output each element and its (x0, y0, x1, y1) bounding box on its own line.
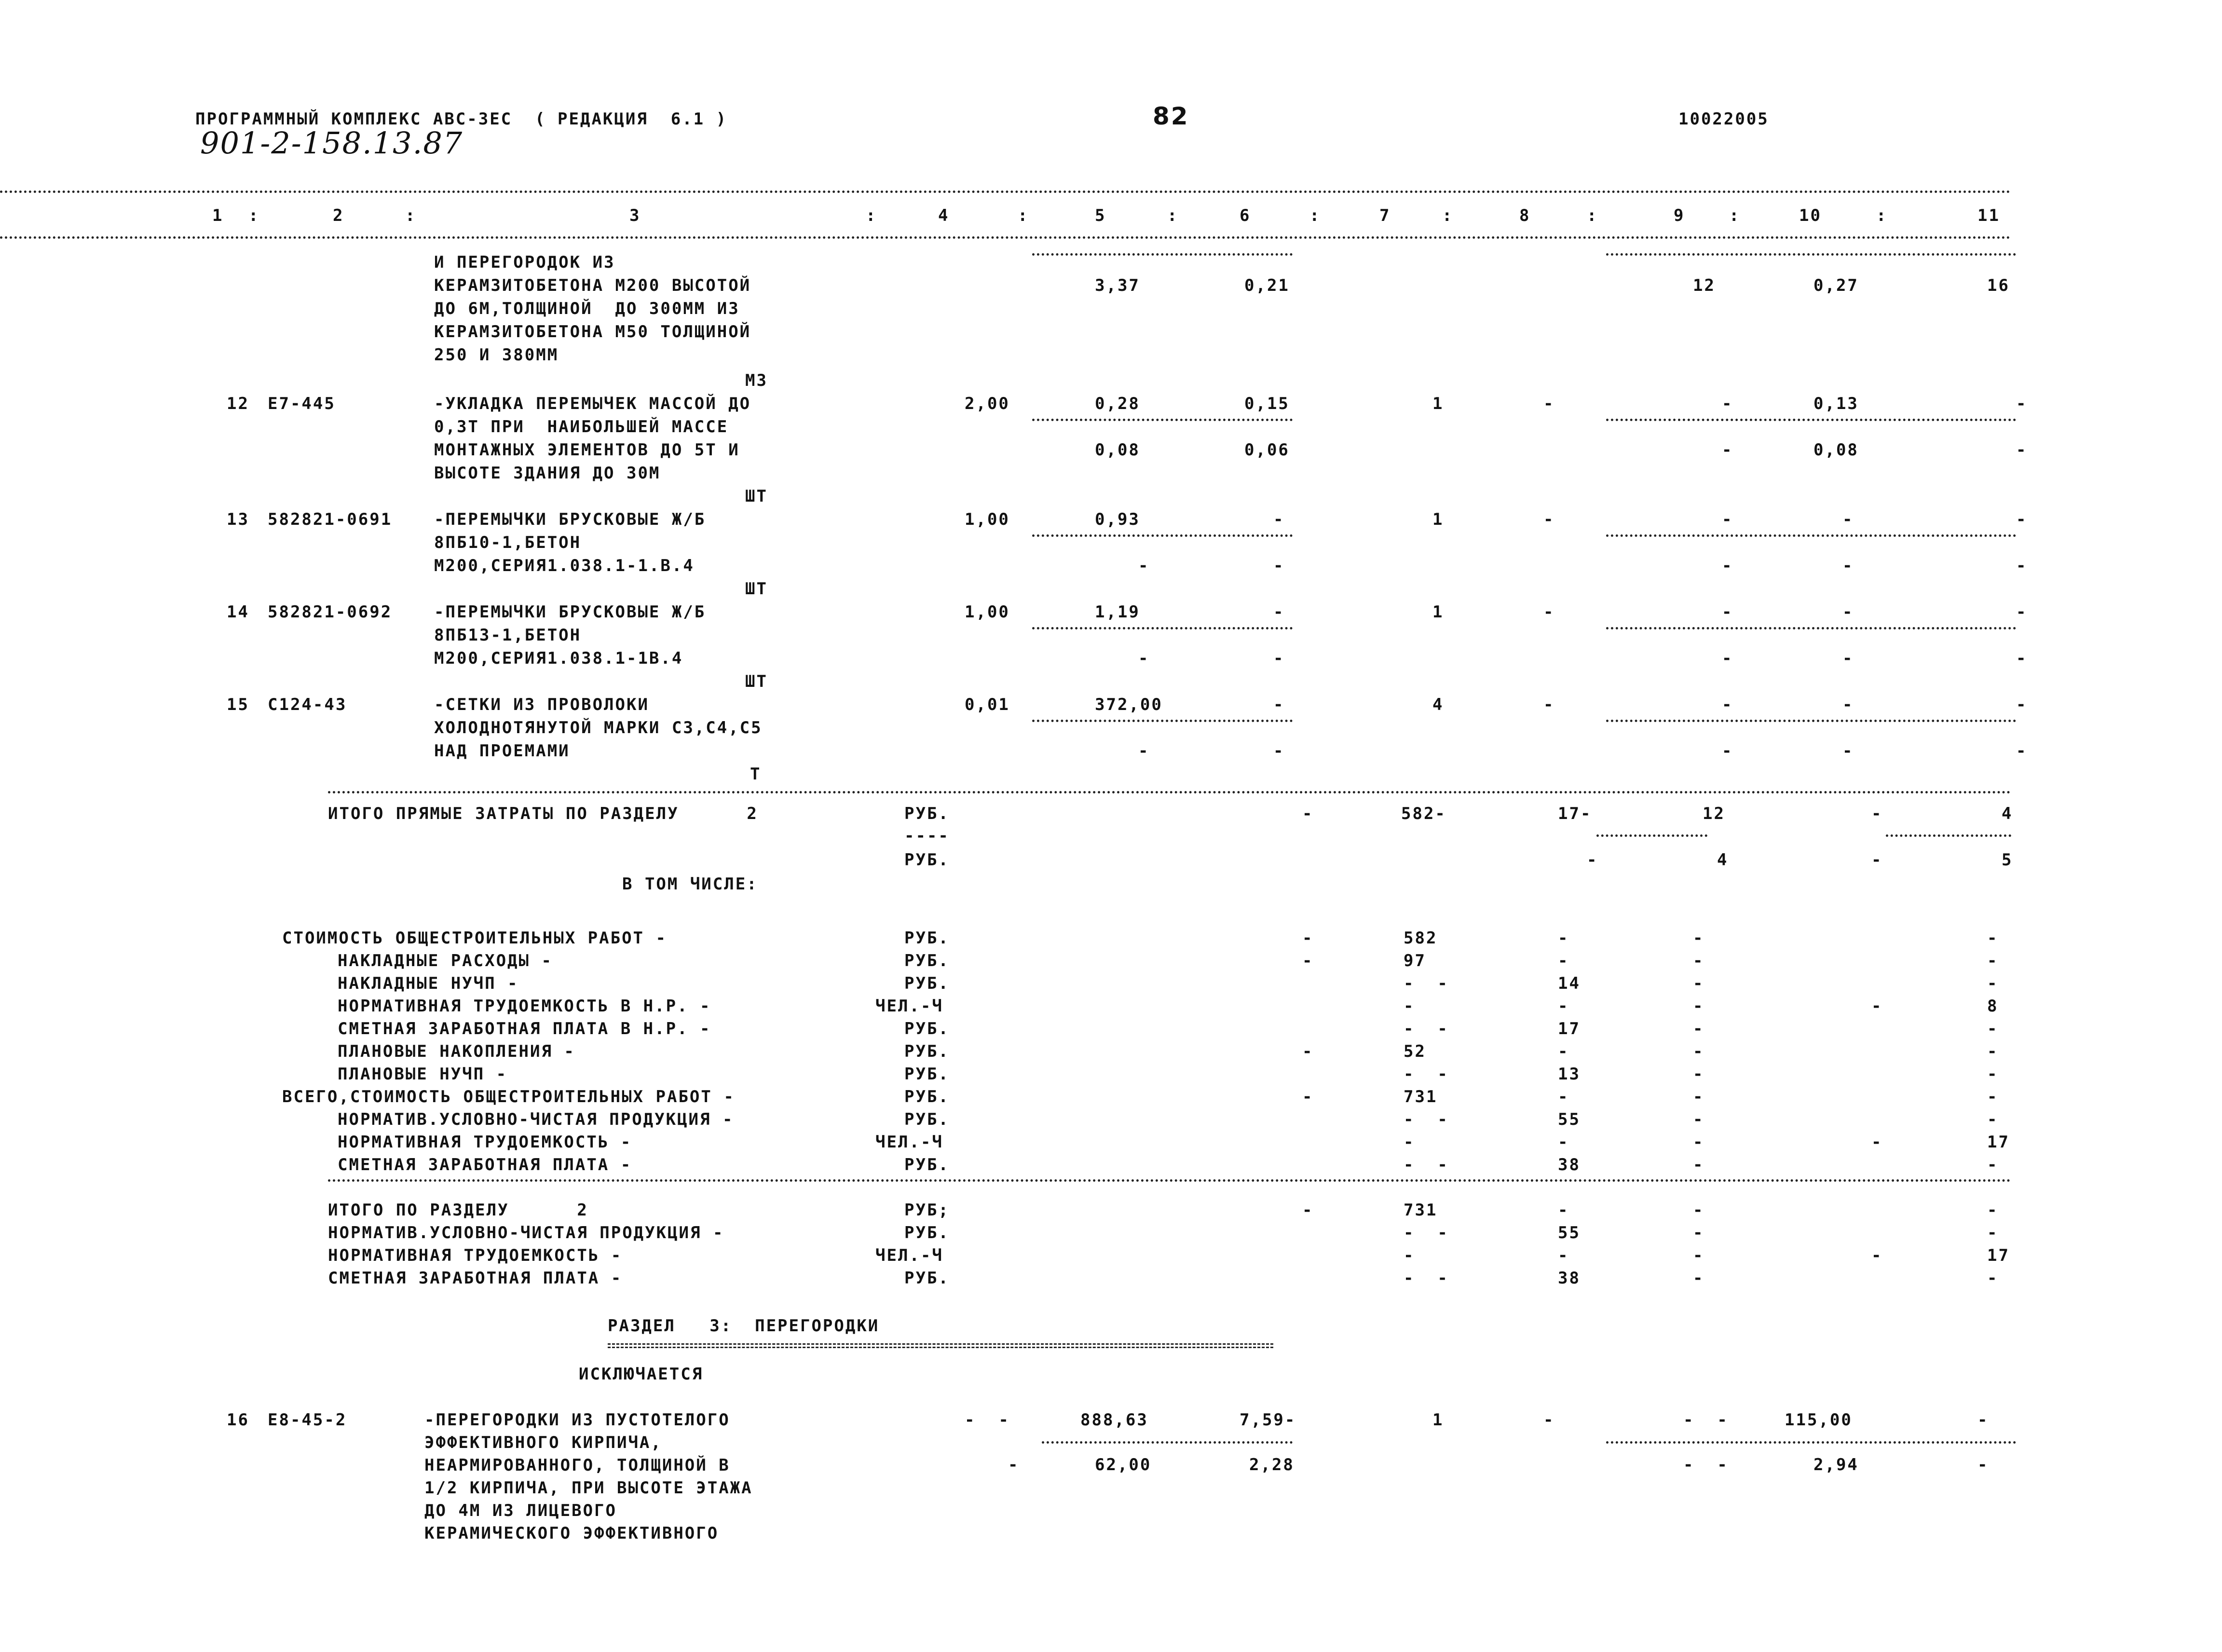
summary-cell-c11: 17 (1987, 1133, 2010, 1152)
section-total-cell-c8: - (1558, 1246, 1569, 1265)
program-title: ПРОГРАММНЫЙ КОМПЛЕКС АВС-ЗЕС ( РЕДАКЦИЯ 6.1 ) (195, 109, 728, 129)
description-line: КЕРАМЗИТОБЕТОНА М200 ВЫСОТОЙ (434, 276, 751, 295)
totals-col9-rule (1596, 834, 1707, 837)
description-line: М200,СЕРИЯ1.038.1-1В.4 (434, 649, 683, 668)
row-cell-c1: 15 (227, 695, 249, 714)
summary-cell-c7: 582 (1404, 928, 1438, 948)
summary-cell-c10: - (1871, 1133, 1883, 1152)
row-cell-c1: 13 (227, 510, 249, 529)
description-line: -СЕТКИ ИЗ ПРОВОЛОКИ (434, 695, 649, 714)
row-rule-cols-5-6 (1032, 534, 1293, 537)
row-cell-c6: - (1273, 602, 1285, 622)
item-16-col9-b: - - (1683, 1455, 1729, 1475)
totals-col11-b: 5 (2002, 850, 2013, 870)
section-total-cell-c9: - (1693, 1201, 1704, 1220)
row-cell-c5: - (1138, 556, 1150, 575)
summary-cell-c8: 38 (1558, 1155, 1581, 1174)
item-16-rule-a (1042, 1441, 1293, 1444)
column-header-2: 2 (333, 206, 344, 225)
summary-cell-c8: - (1558, 1042, 1569, 1061)
item-16-col4: - - (965, 1410, 1010, 1430)
summary-cell-c7: 52 (1404, 1042, 1426, 1061)
item-16-col7: 1 (1432, 1410, 1444, 1430)
row-rule-cols-5-6 (1032, 720, 1293, 722)
summary-cell-c11: 8 (1987, 997, 1999, 1016)
totals-col8-b: - (1587, 850, 1598, 870)
row-rule-cols-9-11 (1606, 419, 2016, 421)
row-cell-c5: 0,28 (1095, 394, 1140, 413)
section-total-cell-c8: 38 (1558, 1269, 1581, 1288)
summary-cell-c9: - (1693, 1133, 1704, 1152)
item-16-col6: 7,59- (1240, 1410, 1296, 1430)
column-header-0: 1 (212, 206, 224, 225)
totals-col10: - (1871, 804, 1883, 823)
row-rule-cols-5-6 (1032, 253, 1293, 256)
row-rule-cols-9-11 (1606, 534, 2016, 537)
row-cell-c8: - (1543, 695, 1555, 714)
totals-label: ИТОГО ПРЯМЫЕ ЗАТРАТЫ ПО РАЗДЕЛУ 2 (328, 804, 758, 823)
item-16-col10: 115,00 (1785, 1410, 1853, 1430)
summary-label: НОРМАТИВ.УСЛОВНО-ЧИСТАЯ ПРОДУКЦИЯ - (338, 1110, 734, 1129)
summary-cell-c8: 17 (1558, 1019, 1581, 1038)
summary-cell-c11: - (1987, 1019, 1999, 1038)
description-line: И ПЕРЕГОРОДОК ИЗ (434, 253, 615, 272)
summary-cell-c7: - - (1404, 974, 1449, 993)
row-cell-c8: - (1543, 602, 1555, 622)
row-cell-c11: - (2016, 440, 2028, 460)
description-line: ВЫСОТЕ ЗДАНИЯ ДО 30М (434, 464, 661, 483)
item-16-col5-b: 62,00 (1095, 1455, 1152, 1475)
summary-label: НОРМАТИВНАЯ ТРУДОЕМКОСТЬ В Н.Р. - (338, 997, 711, 1016)
row-cell-c4: 1,00 (965, 510, 1010, 529)
summary-cell-c8: - (1558, 997, 1569, 1016)
row-cell-c9: - (1722, 440, 1733, 460)
summary-cell-c6: - (1302, 1042, 1314, 1061)
column-header-20: 11 (1977, 206, 2000, 225)
section-total-cell-c7: - - (1404, 1223, 1449, 1242)
summary-cell-c9: - (1693, 928, 1704, 948)
section-total-unit: РУБ. (904, 1223, 950, 1242)
row-cell-c2: С124-43 (268, 695, 347, 714)
summary-cell-c7: - - (1404, 1065, 1449, 1084)
row-cell-c8: - (1543, 394, 1555, 413)
column-header-1: : (248, 206, 260, 225)
column-header-11: : (1309, 206, 1321, 225)
summary-cell-c11: - (1987, 1042, 1999, 1061)
description-line: ДО 6М,ТОЛЩИНОЙ ДО 300ММ ИЗ (434, 299, 740, 318)
summary-cell-c11: - (1987, 928, 1999, 948)
summary-unit: ЧЕЛ.-Ч (875, 997, 943, 1016)
section-total-cell-c11: - (1987, 1223, 1999, 1242)
summary-label: СТОИМОСТЬ ОБЩЕСТРОИТЕЛЬНЫХ РАБОТ - (282, 928, 667, 948)
row-cell-c5: 372,00 (1095, 695, 1163, 714)
summary-cell-c9: - (1693, 1110, 1704, 1129)
row-cell-c2: 582821-0692 (268, 602, 393, 622)
row-cell-c10: - (1842, 602, 1854, 622)
summary-cell-c8: - (1558, 1087, 1569, 1106)
row-cell-c11: - (2016, 741, 2028, 761)
item-16-rule-b (1606, 1441, 2016, 1444)
row-cell-c6: 0,15 (1244, 394, 1290, 413)
row-cell-c9: - (1722, 602, 1733, 622)
row-cell-c9: - (1722, 394, 1733, 413)
summary-cell-c11: - (1987, 1110, 1999, 1129)
row-cell-c5: 0,08 (1095, 440, 1140, 460)
section-total-unit: ЧЕЛ.-Ч (875, 1246, 943, 1265)
row-cell-c2: Е7-445 (268, 394, 336, 413)
item-16-description-line: 1/2 КИРПИЧА, ПРИ ВЫСОТЕ ЭТАЖА (424, 1478, 753, 1498)
column-header-19: : (1876, 206, 1888, 225)
summary-cell-c8: 13 (1558, 1065, 1581, 1084)
summary-unit: РУБ. (904, 1155, 950, 1174)
description-line: ШТ (745, 487, 768, 506)
section-total-cell-c7: - (1404, 1246, 1415, 1265)
totals-col11: 4 (2002, 804, 2013, 823)
summary-cell-c9: - (1693, 951, 1704, 970)
summary-cell-c11: - (1987, 1155, 1999, 1174)
row-cell-c7: 1 (1432, 510, 1444, 529)
summary-label: ПЛАНОВЫЕ НУЧП - (338, 1065, 508, 1084)
page-number: 82 (1153, 102, 1189, 130)
column-header-3: : (405, 206, 417, 225)
summary-cell-c9: - (1693, 1087, 1704, 1106)
row-cell-c11: - (2016, 695, 2028, 714)
summary-cell-c6: - (1302, 951, 1314, 970)
description-line: -ПЕРЕМЫЧКИ БРУСКОВЫЕ Ж/Б (434, 602, 706, 622)
description-line: -УКЛАДКА ПЕРЕМЫЧЕК МАССОЙ ДО (434, 394, 751, 413)
section-3-underline (608, 1343, 1273, 1348)
row-rule-cols-9-11 (1606, 253, 2016, 256)
summary-cell-c9: - (1693, 1019, 1704, 1038)
item-16-description-line: ДО 4М ИЗ ЛИЦЕВОГО (424, 1501, 617, 1520)
header-rule-bottom (0, 236, 2011, 239)
column-header-17: : (1729, 206, 1741, 225)
document-code: 10022005 (1678, 109, 1769, 129)
summary-unit: РУБ. (904, 1087, 950, 1106)
item-16-col11: - (1977, 1410, 1989, 1430)
item-16-description-line: -ПЕРЕГОРОДКИ ИЗ ПУСТОТЕЛОГО (424, 1410, 730, 1430)
row-cell-c5: - (1138, 741, 1150, 761)
row-cell-c6: 0,21 (1244, 276, 1290, 295)
section-total-cell-c10: - (1871, 1246, 1883, 1265)
summary-unit: РУБ. (904, 1065, 950, 1084)
section-total-label: ИТОГО ПО РАЗДЕЛУ 2 (328, 1201, 588, 1220)
item-16-col11-b: - (1977, 1455, 1989, 1475)
item-16-col8: - (1543, 1410, 1555, 1430)
summary-cell-c11: - (1987, 1087, 1999, 1106)
totals-col9-b: 4 (1717, 850, 1729, 870)
section-total-cell-c9: - (1693, 1246, 1704, 1265)
row-rule-cols-9-11 (1606, 627, 2016, 629)
totals-col7: 582- (1401, 804, 1446, 823)
row-cell-c4: 1,00 (965, 602, 1010, 622)
row-cell-c10: - (1842, 649, 1854, 668)
item-16-description-line: НЕАРМИРОВАННОГО, ТОЛЩИНОЙ В (424, 1456, 730, 1475)
item-16-col10-b: 2,94 (1813, 1455, 1859, 1475)
description-line: 8ПБ13-1,БЕТОН (434, 626, 582, 645)
totals-unit-separator: ---- (904, 826, 950, 846)
row-cell-c5: 0,93 (1095, 510, 1140, 529)
row-cell-c9: - (1722, 510, 1733, 529)
row-cell-c7: 1 (1432, 602, 1444, 622)
summary-cell-c6: - (1302, 928, 1314, 948)
totals-col9: 12 (1703, 804, 1725, 823)
summary-cell-c8: 14 (1558, 974, 1581, 993)
handwritten-reference: 901-2-158.13.87 (200, 125, 463, 161)
column-header-10: 6 (1240, 206, 1251, 225)
summary-label: НАКЛАДНЫЕ РАСХОДЫ - (338, 951, 553, 970)
section-total-cell-c7: - - (1404, 1269, 1449, 1288)
row-cell-c1: 14 (227, 602, 249, 622)
description-line: Т (750, 765, 762, 784)
section-total-cell-c8: 55 (1558, 1223, 1581, 1242)
row-cell-c8: - (1543, 510, 1555, 529)
row-cell-c10: - (1842, 741, 1854, 761)
column-header-7: : (1018, 206, 1029, 225)
description-line: МОНТАЖНЫХ ЭЛЕМЕНТОВ ДО 5Т И (434, 440, 740, 460)
summary-unit: РУБ. (904, 1042, 950, 1061)
summary-unit: РУБ. (904, 1110, 950, 1129)
section-total-cell-c11: - (1987, 1269, 1999, 1288)
summary-cell-c8: - (1558, 1133, 1569, 1152)
summary-cell-c7: 97 (1404, 951, 1426, 970)
row-cell-c6: - (1273, 649, 1285, 668)
summary-cell-c6: - (1302, 1087, 1314, 1106)
summary-unit: ЧЕЛ.-Ч (875, 1133, 943, 1152)
summary-cell-c7: - - (1404, 1110, 1449, 1129)
section-total-cell-c7: 731 (1404, 1201, 1438, 1220)
column-header-16: 9 (1674, 206, 1685, 225)
summary-label: НАКЛАДНЫЕ НУЧП - (338, 974, 519, 993)
row-cell-c6: - (1273, 695, 1285, 714)
section-total-unit: РУБ; (904, 1201, 950, 1220)
row-cell-c11: - (2016, 510, 2028, 529)
summary-label: ВСЕГО,СТОИМОСТЬ ОБЩЕСТРОИТЕЛЬНЫХ РАБОТ - (282, 1087, 735, 1106)
column-header-15: : (1587, 206, 1598, 225)
description-line: ШТ (745, 579, 768, 599)
section-total-cell-c6: - (1302, 1201, 1314, 1220)
item-16-col9: - - (1683, 1410, 1729, 1430)
summary-rule (328, 1179, 2011, 1182)
summary-cell-c9: - (1693, 1042, 1704, 1061)
row-cell-c7: 4 (1432, 695, 1444, 714)
summary-cell-c11: - (1987, 974, 1999, 993)
totals-col10-b: - (1871, 850, 1883, 870)
description-line: -ПЕРЕМЫЧКИ БРУСКОВЫЕ Ж/Б (434, 510, 706, 529)
totals-rule (328, 791, 2011, 793)
row-cell-c5: - (1138, 649, 1150, 668)
summary-cell-c7: - (1404, 1133, 1415, 1152)
summary-label: СМЕТНАЯ ЗАРАБОТНАЯ ПЛАТА - (338, 1155, 632, 1174)
row-cell-c11: - (2016, 602, 2028, 622)
item-16-col6-b: 2,28 (1249, 1455, 1295, 1475)
summary-cell-c9: - (1693, 974, 1704, 993)
item-16-description-line: ЭФФЕКТИВНОГО КИРПИЧА, (424, 1433, 662, 1452)
summary-unit: РУБ. (904, 974, 950, 993)
section-3-title: РАЗДЕЛ 3: ПЕРЕГОРОДКИ (608, 1316, 880, 1336)
summary-label: СМЕТНАЯ ЗАРАБОТНАЯ ПЛАТА В Н.Р. - (338, 1019, 711, 1038)
row-cell-c9: - (1722, 741, 1733, 761)
row-cell-c11: 16 (1987, 276, 2010, 295)
column-header-12: 7 (1379, 206, 1391, 225)
row-cell-c11: - (2016, 394, 2028, 413)
section-total-unit: РУБ. (904, 1269, 950, 1288)
including-heading: В ТОМ ЧИСЛЕ: (622, 874, 758, 894)
summary-cell-c7: - - (1404, 1155, 1449, 1174)
summary-cell-c10: - (1871, 997, 1883, 1016)
column-header-8: 5 (1095, 206, 1106, 225)
row-cell-c9: - (1722, 695, 1733, 714)
row-cell-c10: - (1842, 695, 1854, 714)
summary-cell-c7: - (1404, 997, 1415, 1016)
description-line: ШТ (745, 672, 768, 691)
section-total-label: НОРМАТИВНАЯ ТРУДОЕМКОСТЬ - (328, 1246, 623, 1265)
summary-label: НОРМАТИВНАЯ ТРУДОЕМКОСТЬ - (338, 1133, 632, 1152)
row-cell-c6: - (1273, 556, 1285, 575)
summary-cell-c9: - (1693, 1155, 1704, 1174)
section-total-cell-c8: - (1558, 1201, 1569, 1220)
item-16-col5: 888,63 (1080, 1410, 1148, 1430)
summary-cell-c8: 55 (1558, 1110, 1581, 1129)
row-cell-c4: 2,00 (965, 394, 1010, 413)
row-cell-c10: 0,08 (1813, 440, 1859, 460)
column-header-4: 3 (629, 206, 641, 225)
item-16-code: Е8-45-2 (268, 1410, 347, 1430)
summary-label: ПЛАНОВЫЕ НАКОПЛЕНИЯ - (338, 1042, 575, 1061)
row-cell-c6: - (1273, 741, 1285, 761)
row-cell-c10: 0,13 (1813, 394, 1859, 413)
summary-cell-c8: - (1558, 951, 1569, 970)
totals-col8: 17- (1558, 804, 1592, 823)
summary-cell-c7: - - (1404, 1019, 1449, 1038)
totals-col6: - (1302, 804, 1314, 823)
row-cell-c4: 0,01 (965, 695, 1010, 714)
description-line: ХОЛОДНОТЯНУТОЙ МАРКИ С3,С4,С5 (434, 718, 763, 737)
description-line: 250 И 380ММ (434, 345, 559, 365)
row-cell-c5: 1,19 (1095, 602, 1140, 622)
section-total-cell-c9: - (1693, 1269, 1704, 1288)
description-line: М3 (745, 371, 768, 390)
section-total-cell-c9: - (1693, 1223, 1704, 1242)
item-16-col4-b: - (1008, 1455, 1020, 1475)
header-rule-top (0, 191, 2011, 193)
section-total-cell-c11: - (1987, 1201, 1999, 1220)
description-line: КЕРАМЗИТОБЕТОНА М50 ТОЛЩИНОЙ (434, 322, 751, 341)
row-cell-c7: 1 (1432, 394, 1444, 413)
summary-cell-c9: - (1693, 1065, 1704, 1084)
item-16-description-line: КЕРАМИЧЕСКОГО ЭФФЕКТИВНОГО (424, 1524, 719, 1543)
row-cell-c10: - (1842, 556, 1854, 575)
row-cell-c2: 582821-0691 (268, 510, 393, 529)
totals-col11-rule (1886, 834, 2011, 837)
row-rule-cols-9-11 (1606, 720, 2016, 722)
column-header-13: : (1442, 206, 1454, 225)
row-cell-c6: 0,06 (1244, 440, 1290, 460)
summary-cell-c9: - (1693, 997, 1704, 1016)
row-cell-c5: 3,37 (1095, 276, 1140, 295)
row-cell-c10: - (1842, 510, 1854, 529)
summary-cell-c8: - (1558, 928, 1569, 948)
section-total-cell-c11: 17 (1987, 1246, 2010, 1265)
description-line: М200,СЕРИЯ1.038.1-1.В.4 (434, 556, 695, 575)
section-total-label: НОРМАТИВ.УСЛОВНО-ЧИСТАЯ ПРОДУКЦИЯ - (328, 1223, 724, 1242)
totals-unit: РУБ. (904, 804, 950, 823)
section-3-excluded: ИСКЛЮЧАЕТСЯ (579, 1365, 704, 1384)
row-cell-c10: 0,27 (1813, 276, 1859, 295)
row-cell-c9: 12 (1693, 276, 1716, 295)
totals-unit-2: РУБ. (904, 850, 950, 870)
column-header-5: : (866, 206, 877, 225)
column-header-9: : (1167, 206, 1179, 225)
summary-unit: РУБ. (904, 1019, 950, 1038)
column-header-14: 8 (1519, 206, 1531, 225)
row-cell-c6: - (1273, 510, 1285, 529)
description-line: 0,3Т ПРИ НАИБОЛЬШЕЙ МАССЕ (434, 417, 729, 437)
description-line: 8ПБ10-1,БЕТОН (434, 533, 582, 552)
summary-cell-c7: 731 (1404, 1087, 1438, 1106)
summary-cell-c11: - (1987, 951, 1999, 970)
section-total-label: СМЕТНАЯ ЗАРАБОТНАЯ ПЛАТА - (328, 1269, 623, 1288)
column-header-18: 10 (1799, 206, 1822, 225)
description-line: НАД ПРОЕМАМИ (434, 741, 570, 761)
column-header-6: 4 (938, 206, 950, 225)
row-cell-c11: - (2016, 649, 2028, 668)
summary-unit: РУБ. (904, 928, 950, 948)
item-16-number: 16 (227, 1410, 249, 1430)
row-rule-cols-5-6 (1032, 627, 1293, 629)
row-cell-c9: - (1722, 556, 1733, 575)
summary-cell-c11: - (1987, 1065, 1999, 1084)
row-rule-cols-5-6 (1032, 419, 1293, 421)
row-cell-c9: - (1722, 649, 1733, 668)
row-cell-c1: 12 (227, 394, 249, 413)
row-cell-c11: - (2016, 556, 2028, 575)
summary-unit: РУБ. (904, 951, 950, 970)
